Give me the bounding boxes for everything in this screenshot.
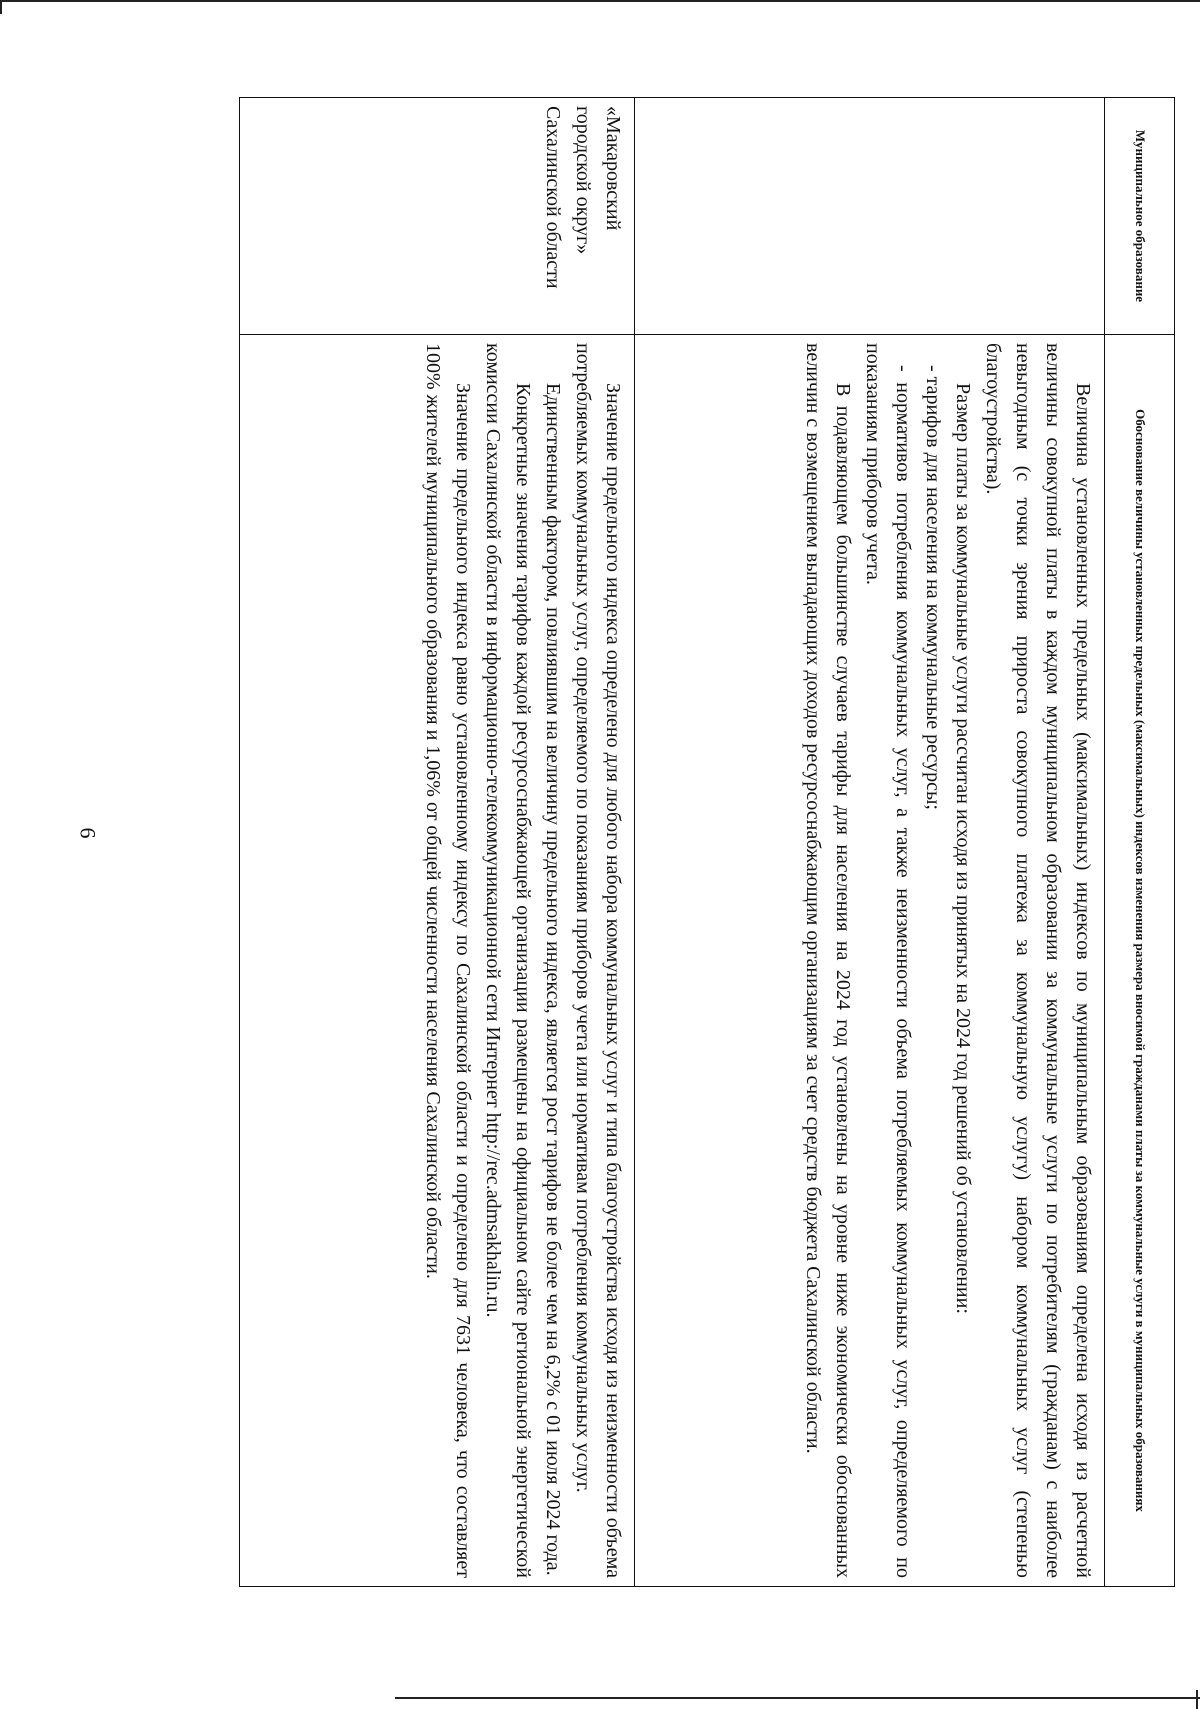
paragraph: Величина установленных предельных (максимальных) индексов по муниципальным образованиям определена исходя из расчетной величины совокупной платы в каждом муниципальном образовании за коммунальные услуги по потребителям (гражданам) с наиболее невыгодным (с точки зрения прироста совокупного платежа за коммунальную услугу) набором коммунальных услуг (степенью благоустройства). <box>982 343 1094 1578</box>
paragraph: Конкретные значения тарифов каждой ресурсоснабжающей организации размещены на официальном сайте региональной энергетической комиссии Сахалинской области в информационно-телекоммуникационной сети Интернет http://rec.admsakhalin.ru. <box>482 343 534 1578</box>
scan-border-bottom <box>395 1697 1200 1699</box>
paragraph: Значение предельного индекса определено для любого набора коммунальных услуг и типа благоустройства исходя из неизменности объема потребляемых коммунальных услуг, определяемого по показаниям приборов учета или нормативам потребления коммунальных услуг. <box>572 343 624 1578</box>
table-header-row <box>1105 98 1175 1587</box>
list-item: - нормативов потребления коммунальных услуг, а также неизменности объема потребляемых коммунальных услуг, определяемого по показаниям приборов учета. <box>862 343 914 1578</box>
scan-border-left <box>0 0 2 14</box>
table-row <box>240 98 635 1587</box>
paragraph: Значение предельного индекса равно установленному индексу по Сахалинской области и определено для 7631 человека, что составляет 100% жителей муниципального образования и 1,06% от общей численности населения Сахалинской области. <box>422 343 474 1578</box>
table-row <box>635 98 1105 1587</box>
justification-cell <box>635 335 1105 1587</box>
header-municipality: Муниципальное образование <box>1105 98 1175 335</box>
scan-border-right <box>1196 1690 1198 1709</box>
paragraph: Размер платы за коммунальные услуги рассчитан исходя из принятых на 2024 год решений об установлении: <box>952 383 974 1314</box>
paragraph: Единственным фактором, повлиявшим на величину предельного индекса, является рост тарифов не более чем на 6,2% с 01 июля 2024 года. <box>542 383 564 1576</box>
municipality-cell <box>635 98 1105 335</box>
page-number: 6 <box>75 827 101 839</box>
paragraph: В подавляющем большинстве случаев тарифы для населения на 2024 год установлены на уровне ниже экономически обоснованных величин с возмещением выпадающих доходов ресурсоснабжающим организациям за счет средств бюджета Сахалинской области. <box>802 343 854 1578</box>
justification-table <box>239 97 1175 1587</box>
scan-border-top <box>0 0 1200 2</box>
header-justification: Обоснование величины установленных предельных (максимальных) индексов изменения размера вносимой гражданами платы за коммунальные услуги в муниципальных образованиях <box>1105 335 1175 1587</box>
justification-cell <box>240 335 635 1587</box>
municipality-name-line: Сахалинской области <box>542 106 564 289</box>
list-item: - тарифов для населения на коммунальные ресурсы; <box>922 365 944 810</box>
municipality-name-line: «Макаровский <box>602 106 624 231</box>
municipality-name-line: городской округ» <box>572 106 594 255</box>
rotated-table-container <box>240 97 1175 1578</box>
municipality-cell <box>240 98 635 335</box>
